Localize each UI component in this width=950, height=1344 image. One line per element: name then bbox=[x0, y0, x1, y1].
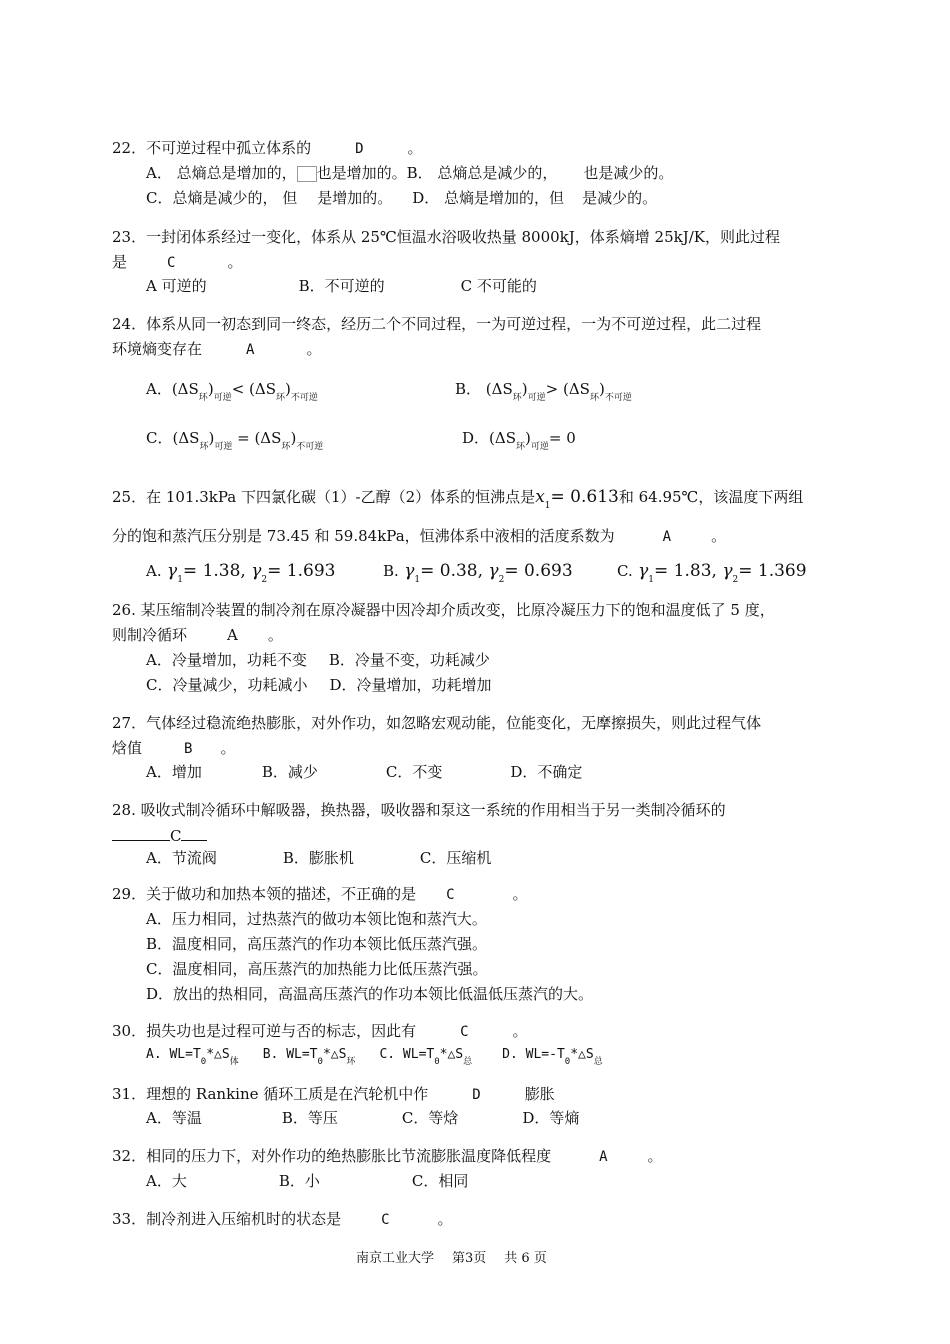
q28-options: A．节流阀 B．膨胀机 C．压缩机 bbox=[146, 849, 492, 867]
q29-option-b: B．温度相同，高压蒸汽的作功本领比低压蒸汽强。 bbox=[146, 935, 488, 953]
q22-options-cd: C．总熵是减少的， 但 是增加的。 D． 总熵是增加的，但 是减少的。 bbox=[146, 189, 658, 207]
q22-answer: D bbox=[355, 141, 364, 157]
q24-option-d: D．$(\Delta S_环)_{可逆}= 0$ bbox=[462, 429, 576, 452]
q31-options: A．等温 B．等压 C．等焓 D．等熵 bbox=[146, 1109, 580, 1127]
footer-page-number: 第3页 bbox=[452, 1251, 487, 1266]
q22-stem: 22．不可逆过程中孤立体系的 D 。 bbox=[112, 139, 423, 157]
q32-answer: A bbox=[599, 1149, 608, 1165]
q27-line1: 27．气体经过稳流绝热膨胀，对外作功，如忽略宏观动能，位能变化，无摩擦损失，则此过程气体 bbox=[112, 714, 762, 732]
q28-blank bbox=[112, 826, 207, 845]
q30-stem: 30．损失功也是过程可逆与否的标志，因此有 C 。 bbox=[112, 1022, 528, 1040]
q31-stem: 31．理想的 Rankine 循环工质是在汽轮机中作 D 膨胀 bbox=[112, 1085, 555, 1103]
footer-school: 南京工业大学 bbox=[356, 1251, 435, 1266]
q23-line1: 23．一封闭体系经过一变化，体系从 25℃恒温水浴吸收热量 8000kJ，体系熵增 25kJ/K，则此过程 bbox=[112, 228, 780, 246]
q24-line1: 24．体系从同一初态到同一终态，经历二个不同过程，一为可逆过程，一为不可逆过程，此二过程 bbox=[112, 315, 762, 333]
q28-line1: 28. 吸收式制冷循环中解吸器，换热器，吸收器和泵这一系统的作用相当于另一类制冷循环的 bbox=[112, 801, 726, 819]
q33-answer: C bbox=[381, 1212, 390, 1228]
footer-total-pages: 共 6 页 bbox=[504, 1251, 547, 1266]
q24-line2: 环境熵变存在 A 。 bbox=[112, 340, 322, 358]
q25-option-a: A. $\gamma_1= 1.38$, $\gamma_2= 1.693$ bbox=[146, 561, 336, 585]
q26-options-cd: C．冷量减少，功耗减小 D．冷量增加，功耗增加 bbox=[146, 676, 492, 694]
q24-option-a: A．$(\Delta S_环)_{可逆}< (\Delta S_环)_{不可逆}$ bbox=[146, 380, 318, 403]
q29-stem: 29．关于做功和加热本领的描述，不正确的是 C 。 bbox=[112, 885, 528, 903]
answer-blank-line bbox=[181, 826, 207, 841]
q29-answer: C bbox=[446, 887, 455, 903]
q23-options: A 可逆的 B．不可逆的 C 不可能的 bbox=[146, 277, 537, 295]
q25-line1: 25．在 101.3kPa 下四氯化碳（1）-乙醇（2）体系的恒沸点是$x_1= 0.613$和 64.95℃，该温度下两组 bbox=[112, 487, 804, 511]
q32-stem: 32．相同的压力下，对外作功的绝热膨胀比节流膨胀温度降低程度 A 。 bbox=[112, 1147, 663, 1165]
placeholder-box-icon bbox=[297, 166, 317, 182]
q26-line2: 则制冷循环 A 。 bbox=[112, 626, 283, 644]
q25-option-c: C. $\gamma_1= 1.83$, $\gamma_2= 1.369$ bbox=[617, 561, 807, 585]
q30-answer: C bbox=[460, 1024, 469, 1040]
q22-options-ab: A． 总熵总是增加的， 也是增加的。B． 总熵总是减少的， 也是减少的。 bbox=[146, 164, 674, 182]
answer-blank-line bbox=[112, 826, 170, 841]
q27-answer: B bbox=[184, 741, 193, 757]
q29-option-d: D．放出的热相同，高温高压蒸汽的作功本领比低温低压蒸汽的大。 bbox=[146, 985, 594, 1003]
q32-options: A．大 B．小 C．相同 bbox=[146, 1172, 469, 1190]
q26-options-ab: A．冷量增加，功耗不变 B．冷量不变，功耗减少 bbox=[146, 651, 490, 669]
q26-answer: A bbox=[227, 626, 238, 644]
q25-option-b: B. $\gamma_1= 0.38$, $\gamma_2= 0.693$ bbox=[383, 561, 573, 585]
q29-option-a: A．压力相同，过热蒸汽的做功本领比饱和蒸汽大。 bbox=[146, 910, 487, 928]
q23-line2: 是 C 。 bbox=[112, 253, 243, 271]
q24-answer: A bbox=[246, 342, 255, 358]
page-footer bbox=[356, 1250, 547, 1268]
q26-line1: 26. 某压缩制冷装置的制冷剂在原冷凝器中因冷却介质改变，比原冷凝压力下的饱和温度低了 5 度， bbox=[112, 601, 775, 619]
q31-answer: D bbox=[472, 1087, 481, 1103]
q33-stem: 33．制冷剂进入压缩机时的状态是 C 。 bbox=[112, 1210, 453, 1228]
q24-option-b: B． $(\Delta S_环)_{可逆}> (\Delta S_环)_{不可逆}$ bbox=[455, 380, 632, 403]
q24-option-c: C．$(\Delta S_环)_{可逆} = (\Delta S_环)_{不可逆}$ bbox=[146, 429, 324, 452]
q28-answer: C bbox=[170, 827, 182, 845]
q30-options: A. $WL=T_0*\triangle S_体$ B. $WL=T_0*\triangle S_环$ C. $WL=T_0*\triangle S_总$ D. $WL=-T_0*\triangle S_总$ bbox=[146, 1047, 603, 1067]
q25-answer: A bbox=[662, 529, 672, 545]
q29-option-c: C．温度相同，高压蒸汽的加热能力比低压蒸汽强。 bbox=[146, 960, 488, 978]
q25-line2: 分的饱和蒸汽压分别是 73.45 和 59.84kPa，恒沸体系中液相的活度系数为 A 。 bbox=[112, 527, 727, 545]
q23-answer: C bbox=[167, 255, 176, 271]
q27-line2: 焓值 B 。 bbox=[112, 739, 236, 757]
q27-options: A．增加 B．减少 C．不变 D．不确定 bbox=[146, 763, 583, 781]
